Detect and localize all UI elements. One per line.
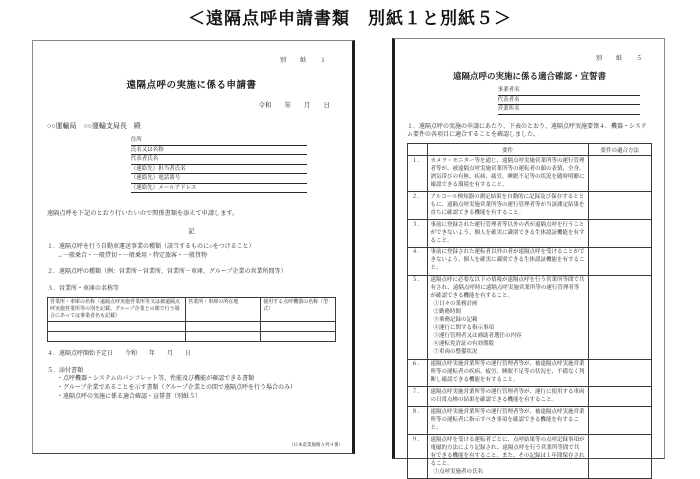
field-name: 氏名又は名称 [131,146,307,156]
req-no: ６． [408,359,428,387]
facility-empty-row [48,322,336,332]
req-no: １． [408,156,428,192]
empty-cell [48,332,186,342]
body-paragraph: 遠隔点呼を下記のとおり行いたいので関係書類を添えて申請します。 [47,210,239,217]
item-4: ４．遠隔点呼開始予定日 令和 年 月 日 [47,351,192,357]
compliance-cell [588,275,651,359]
requirement-row [408,192,652,220]
req-text: 事前に登録された運転者以外の者が遠隔点呼を受けることができないよう、個人を確実に識別できる生体認証機能を有すること。 [427,247,588,275]
addressee-line: ○○運輸局 ○○運輸支局長 殿 [47,123,141,130]
compliance-cell [588,435,651,479]
compliance-cell [588,192,651,220]
req-text [427,275,588,359]
field-office-name: 営業所名 [498,105,640,115]
req-text [427,435,588,479]
declaration-intro: １．遠隔点呼の実施の申請にあたり、下表のとおり、遠隔点呼実施要領４．機器・システム要件の各項目に適合することを確認しました。 [407,123,647,138]
field-email: （連絡先）メールアドレス [131,184,307,194]
req-no: ２． [408,192,428,220]
field-phone: （連絡先）電話番号 [131,174,307,184]
requirement-row [408,387,652,407]
attachment-bullet-3: ・遠隔点呼の実施に係る適合確認・宣誓書（別紙５） [57,393,202,400]
facility-col-device-header: 使用する点呼機器の名称（型式） [261,297,336,321]
req-subitem: ⑦車両の整備状況 [433,349,478,356]
facility-empty-row [48,332,336,342]
ki-label: 記 [188,228,195,235]
req-no-header [408,144,428,156]
requirements-table [407,143,652,479]
req-text: 遠隔点呼実施営業所等の運行管理者等が、運行に使用する車両の日常点検の結果を確認できる機能を有すること。 [427,387,588,407]
requirement-row [408,247,652,275]
compliance-cell [588,220,651,248]
item-1-options: →一般乗合・一般貸切・一般乗用・特定旅客・一般貨物 [57,252,208,259]
attachment-bullet-2: ・グループ企業であることを示す書類（グループ企業との間で遠隔点呼を行う場合のみ） [57,385,297,392]
item-5 [47,367,336,402]
req-text: カメラ・モニター等を通じ、遠隔点呼実施営業所等の運行管理者等が、被遠隔点呼実施営業所等の運転者の顔の表情、全身、酒気帯びの有無、疾病、疲労、睡眠不足等の状況を随時明瞭に確認できる環境を有すること。 [427,156,588,192]
applicant-field-block [47,136,336,193]
requirement-row [408,359,652,387]
req-method-header: 要件の適合方法 [588,144,651,156]
field-representative-name: 代表者名 [498,96,640,106]
item-2: ２．遠隔点呼の種類（例：営業所－営業所、営業所－車庫、グループ企業の営業所間等） [47,269,287,276]
req-no: ９． [408,435,428,479]
field-representative: 代表者氏名 [131,155,307,165]
req-text: 遠隔点呼実施営業所等の運行管理者等が、被遠隔点呼実施営業所等の運転者の疾病、疲労、睡眠不足等の状況を、不備なく判断し確認できる機能を有すること。 [427,359,588,387]
req-text: 遠隔点呼実施営業所等の運行管理者等が、被遠隔点呼実施営業所等の運転者に指示すべき事項を確認できる機能を有すること。 [427,407,588,435]
item-1 [47,243,336,260]
req-subitem: ①点呼実施者の氏名 [433,468,484,475]
doc-title-declaration: 遠隔点呼の実施に係る適合確認・宣誓書 [452,71,606,81]
declarant-field-block [407,86,652,115]
item-3-heading: ３．営業所・車庫の名称等 [47,286,120,293]
compliance-cell [588,407,651,435]
req-subitem: ④運行に関する指示事項 [433,325,495,332]
facility-col-name-header: 営業所・車庫の名称（遠隔点呼実施営業所等又は被遠隔点呼実施営業所等の別を記載。グループ企業との間で行う場合にあっては事業者名も記載） [48,297,186,321]
field-operator-name: 事業者名 [498,86,640,96]
field-address: 住所 [131,136,307,146]
attachment-corner-label: 別 紙 ５ [595,56,646,62]
requirements-header-row [408,144,652,156]
req-subitem: ⑤運行管理者又は補助者選任の内容 [433,333,522,340]
attachment-bullet-1: ・点呼機器・システムのパンフレット等、性能及び機能が確認できる書類 [57,376,255,383]
req-subitem: ①日々の業務計画 [433,301,478,308]
req-no: ４． [408,247,428,275]
item-5-heading: ５．添付書類 [47,367,84,374]
req-subitem: ②勤務時間 [433,309,462,316]
req-text-main: 遠隔点呼を受ける運転者ごとに、点呼結果等の点呼記録事項が電磁的方法により記録され、遠隔点呼を行う営業所等間で共有できる機能を有すること。また、その記録は１年間保存されること。 [430,436,585,467]
req-no: ７． [408,387,428,407]
compliance-cell [588,387,651,407]
item-3 [47,285,336,342]
empty-cell [48,322,186,332]
empty-cell [261,332,336,342]
req-subitem: ⑥運転免許証の有効期限 [433,341,495,348]
requirement-row [408,156,652,192]
compliance-cell [588,156,651,192]
field-contact-person: （連絡先）担当者氏名 [131,165,307,175]
requirement-row [408,435,652,479]
page-title: ＜遠隔点呼申請書類 別紙１と別紙５＞ [188,9,512,28]
req-text-header: 要件 [427,144,588,156]
item-1-heading: １．遠隔点呼を行う自動車運送事業の種類（該当するものに○をつけること） [47,244,255,250]
requirement-row [408,275,652,359]
compliance-cell [588,359,651,387]
req-subitem: ③乗務記録の記載 [433,317,478,324]
empty-cell [186,322,261,332]
empty-cell [186,332,261,342]
document-page-besshi5 [392,38,665,475]
empty-cell [261,322,336,332]
req-no: ８． [408,407,428,435]
requirement-row [408,407,652,435]
facility-table [47,297,336,342]
paper-size-note: （日本産業規格Ａ列４番） [289,442,343,447]
req-text: アルコール検知器の測定結果を自動的に記録及び保存するとともに、遠隔点呼実施営業所等の運行管理者等が当該測定結果を直ちに確認できる機能を有すること。 [427,192,588,220]
doc-title-application: 遠隔点呼の実施に係る申請書 [126,80,257,91]
attachment-corner-label: 別 紙 １ [279,58,330,64]
requirement-row [408,220,652,248]
req-text: 事前に登録された運行管理者等以外の者が遠隔点呼を行うことができないよう、個人を確実に識別できる生体認証機能を有すること。 [427,220,588,248]
compliance-cell [588,247,651,275]
document-page-besshi1 [32,40,355,454]
req-no: ５． [408,275,428,359]
facility-table-header-row [48,297,336,321]
facility-col-location-header: 営業所・車庫の所在地 [186,297,261,321]
date-line: 令和 年 月 日 [258,102,330,109]
req-no: ３． [408,220,428,248]
req-text-main: 遠隔点呼に必要な以下の情報が遠隔点呼を行う営業所等間で共有され、遠隔点呼時に遠隔点呼実施営業所等の運行管理者等が確認できる機能を有すること。 [430,277,585,300]
